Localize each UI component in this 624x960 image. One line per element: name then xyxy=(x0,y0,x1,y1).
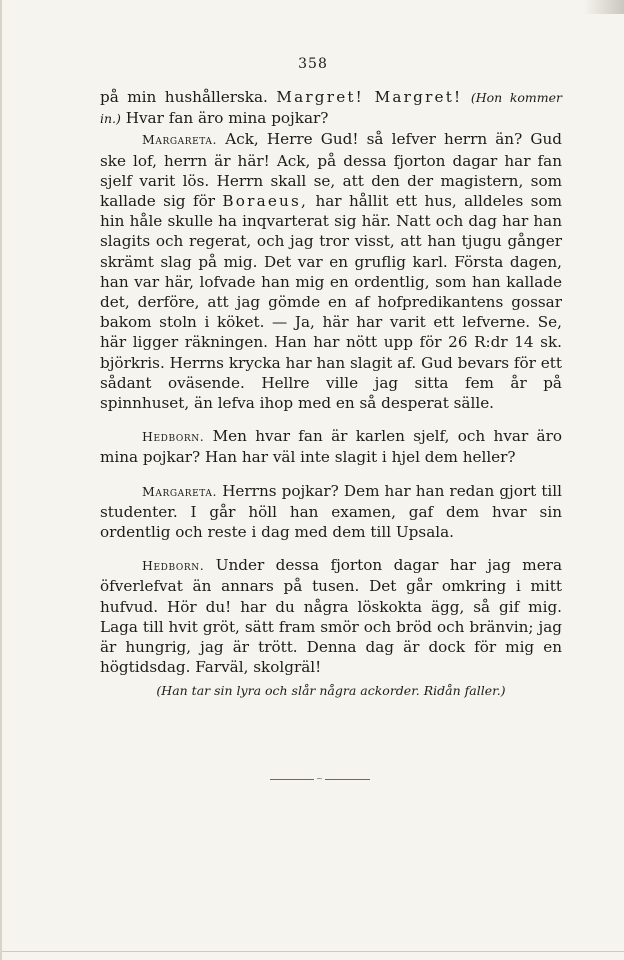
dialogue-hedborn-2 xyxy=(100,555,562,677)
line-text: på min hushållerska. xyxy=(100,88,268,106)
speaker-name: Margareta. xyxy=(142,132,218,148)
dialogue-hedborn xyxy=(100,426,562,467)
paragraph-continuation xyxy=(100,87,562,129)
spaced-name: Margret! Margret! xyxy=(276,88,463,106)
page-number: 358 xyxy=(298,56,328,72)
dialogue-text: Under dessa fjorton dagar har jag mera öfverlefvat än annars på tusen. Det går omkring i mitt hufvud. Hör du! har du några löskokta ägg, så gif mig. Laga till hvit gröt, sätt fram smör och bröd och bränvin; jag är hungrig, jag är trött. Denna dag är dock för mig en högtidsdag. Farväl, skolgräl! xyxy=(100,556,562,677)
dialogue-margareta xyxy=(100,129,562,413)
speaker-name: Margareta. xyxy=(142,483,218,499)
spaced-name: Boraeus, xyxy=(222,192,309,211)
speaker-name: Hedborn. xyxy=(142,558,205,574)
ornament-icon: ~ xyxy=(316,774,323,783)
stage-direction: (Hon kommer in.) xyxy=(100,90,563,127)
dialogue-text: Ack, Herre Gud! så lefver herrn än? Gud ske lof, herrn är här! Ack, på dessa fjorton dagar har fan sjelf varit lös. Herrn skall se, att den der magistern, som kallade sig för xyxy=(100,130,563,211)
dialogue-margareta-2 xyxy=(100,481,562,543)
line-text: Hvar fan äro mina pojkar? xyxy=(125,109,329,128)
dialogue-text: Men hvar fan är karlen sjelf, och hvar äro mina pojkar? Han har väl inte slagit i hjel dem heller? xyxy=(100,427,563,467)
scan-corner-mark xyxy=(584,0,624,14)
end-divider xyxy=(270,774,370,783)
final-stage-direction: (Han tar sin lyra och slår några ackorder. Ridån faller.) xyxy=(156,683,506,699)
dialogue-text: har hållit ett hus, alldeles som hin håle skulle ha inqvarterat sig här. Natt och dag har han slagits och regerat, och jag tror visst, att han tjugu gånger skrämt slag på mig. Det var en gruflig karl. Första dagen, han var här, lofvade han mig en ordentlig, som han kallade det, derföre, att jag gömde en af hofpredikantens gossar bakom stoln i köket. — Ja, här har varit ett lefverne. Se, här ligger räkningen. Han har nött upp för 26 R:dr 14 sk. björkris. Herrns krycka har han slagit af. Gud bevars för ett sådant oväsende. Hellre ville jag sitta fem år på spinnhuset, än lefva ihop med en så desperat sälle. xyxy=(100,192,562,413)
text-block xyxy=(100,87,562,702)
page-bottom-edge xyxy=(2,951,624,952)
speaker-name: Hedborn. xyxy=(142,429,205,445)
dialogue-text: Herrns pojkar? Dem har han redan gjort till studenter. I går höll han examen, gaf dem hvar sin ordentlig och reste i dag med dem till Upsala. xyxy=(100,481,563,542)
